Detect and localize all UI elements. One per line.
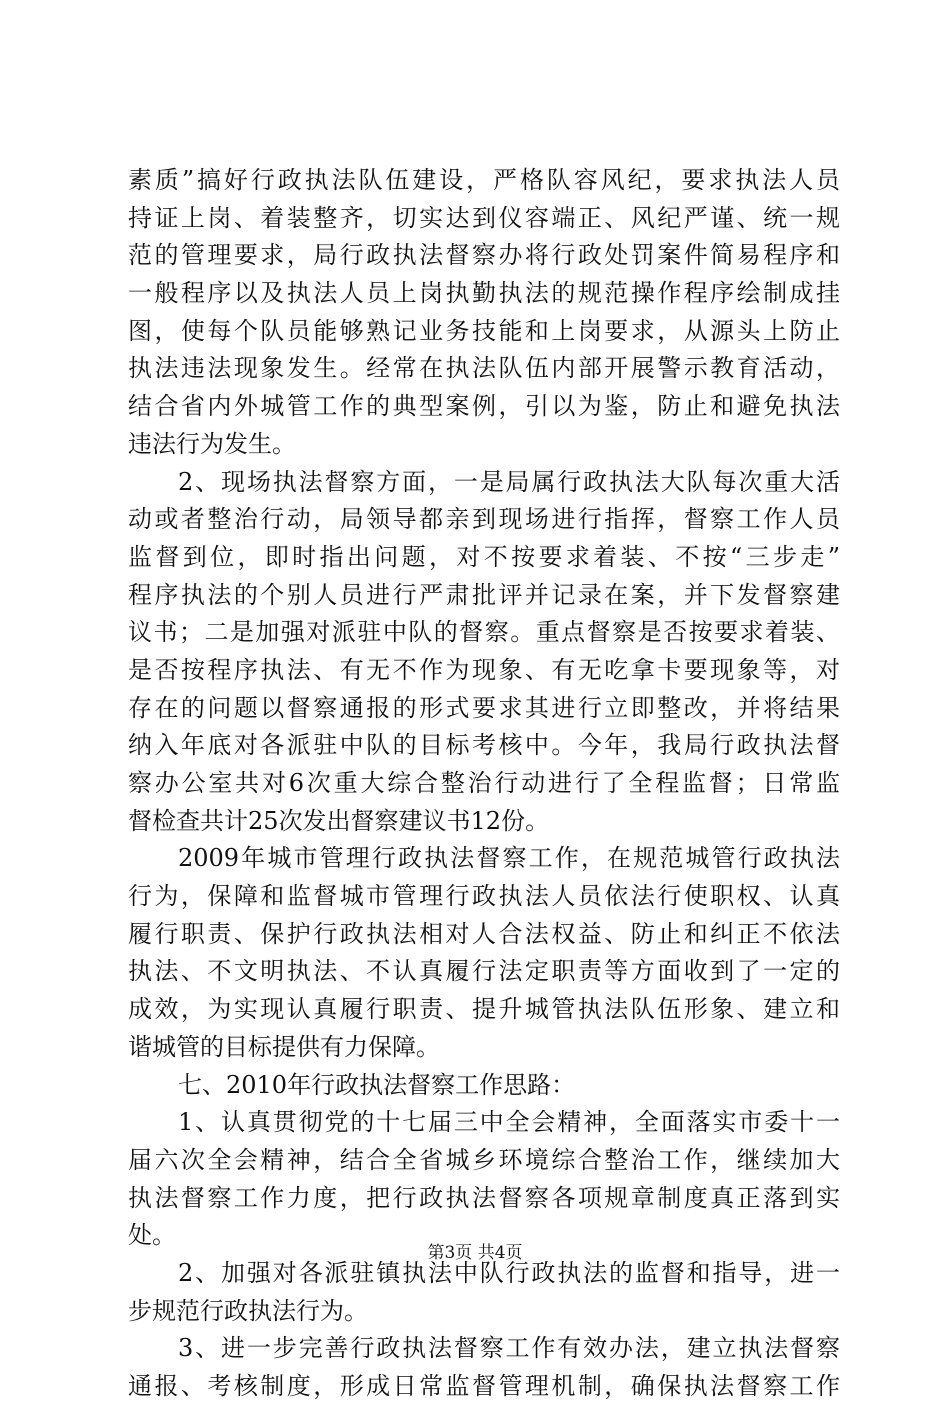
text-line: 2、加强对各派驻镇执法中队行政执法的监督和指导，进一 xyxy=(178,1258,840,1287)
text-line: 监督到位，即时指出问题，对不按要求着装、不按“三步走” xyxy=(128,542,840,571)
text-line: 纳入年底对各派驻中队的目标考核中。今年，我局行政执法督 xyxy=(128,731,840,760)
text-line: 违法行为发生。 xyxy=(128,429,296,458)
text-line: 成效，为实现认真履行职责、提升城管执法队伍形象、建立和 xyxy=(128,995,840,1024)
text-line: 素质”搞好行政执法队伍建设，严格队容风纪，要求执法人员 xyxy=(128,166,840,194)
page-footer: 第3页 共4页 xyxy=(427,1243,523,1263)
text-line: 执法、不文明执法、不认真履行法定职责等方面收到了一定的 xyxy=(128,957,840,986)
text-line: 2、现场执法督察方面，一是局属行政执法大队每次重大活 xyxy=(178,467,840,496)
text-line: 是否按程序执法、有无不作为现象、有无吃拿卡要现象等，对 xyxy=(128,655,840,684)
text-line: 履行职责、保护行政执法相对人合法权益、防止和纠正不依法 xyxy=(128,919,840,948)
text-line: 范的管理要求，局行政执法督察办将行政处罚案件简易程序和 xyxy=(128,241,840,270)
text-line: 动或者整治行动，局领导都亲到现场进行指挥，督察工作人员 xyxy=(128,505,840,534)
text-line: 察办公室共对6次重大综合整治行动进行了全程监督；日常监 xyxy=(128,769,840,797)
text-line: 届六次全会精神，结合全省城乡环境综合整治工作，继续加大 xyxy=(128,1145,840,1174)
text-line: 执法违法现象发生。经常在执法队伍内部开展警示教育活动， xyxy=(128,354,840,383)
text-line: 议书；二是加强对派驻中队的督察。重点督察是否按要求着装、 xyxy=(128,618,840,647)
text-line: 行为，保障和监督城市管理行政执法人员依法行使职权、认真 xyxy=(128,882,840,911)
document-body xyxy=(128,162,840,1406)
text-line: 督检查共计25次发出督察建议书12份。 xyxy=(128,806,550,835)
text-line: 谐城管的目标提供有力保障。 xyxy=(128,1032,440,1061)
text-line: 程序执法的个别人员进行严肃批评并记录在案，并下发督察建 xyxy=(128,580,840,609)
text-line: 1、认真贯彻党的十七届三中全会精神，全面落实市委十一 xyxy=(178,1108,840,1137)
text-line: 图，使每个队员能够熟记业务技能和上岗要求，从源头上防止 xyxy=(128,316,840,345)
text-line: 2009年城市管理行政执法督察工作，在规范城管行政执法 xyxy=(178,844,840,873)
text-line: 七、2010年行政执法督察工作思路： xyxy=(178,1070,576,1099)
text-line: 处。 xyxy=(128,1221,176,1250)
text-line: 3、进一步完善行政执法督察工作有效办法，建立执法督察 xyxy=(178,1334,840,1363)
text-line: 执法督察工作力度，把行政执法督察各项规章制度真正落到实 xyxy=(128,1183,840,1212)
text-line: 步规范行政执法行为。 xyxy=(128,1296,368,1325)
text-line: 存在的问题以督察通报的形式要求其进行立即整改，并将结果 xyxy=(128,693,840,722)
text-line: 一般程序以及执法人员上岗执勤执法的规范操作程序绘制成挂 xyxy=(128,279,840,308)
text-line: 结合省内外城管工作的典型案例，引以为鉴，防止和避免执法 xyxy=(128,392,840,421)
text-line: 通报、考核制度，形成日常监督管理机制，确保执法督察工作 xyxy=(128,1372,840,1400)
text-line: 持证上岗、着装整齐，切实达到仪容端正、风纪严谨、统一规 xyxy=(128,203,840,232)
